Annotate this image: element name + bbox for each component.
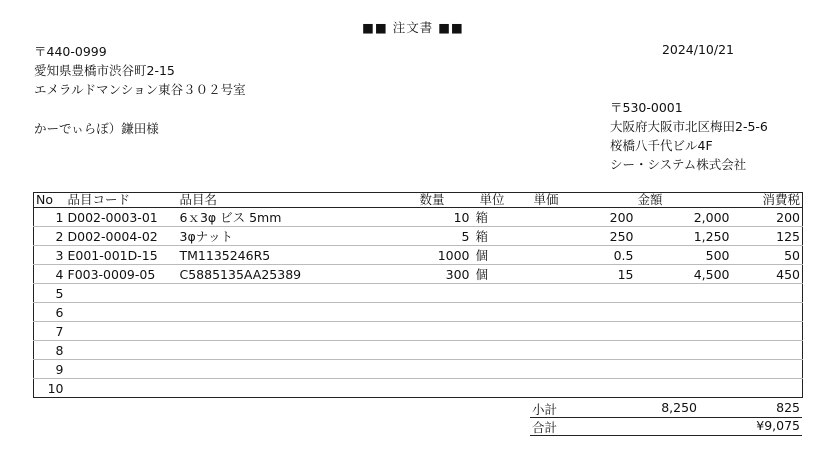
- row-no-cell: 1: [34, 208, 66, 227]
- table-row: [34, 208, 803, 227]
- amount-cell: 2,000: [636, 208, 732, 227]
- quantity-cell: 5: [418, 227, 472, 246]
- item-name-cell: [178, 322, 418, 341]
- tax-cell: 125: [732, 227, 803, 246]
- table-row: [34, 265, 803, 284]
- receiver-address1: 大阪府大阪市北区梅田2-5-6: [610, 119, 768, 134]
- row-no-cell: 8: [34, 341, 66, 360]
- item-name-cell: [178, 303, 418, 322]
- unit-cell: [472, 379, 532, 398]
- order-table: [33, 192, 803, 398]
- quantity-cell: 1000: [418, 246, 472, 265]
- quantity-cell: 300: [418, 265, 472, 284]
- item-code-cell: [66, 322, 178, 341]
- amount-cell: [636, 322, 732, 341]
- unit-cell: 個: [472, 265, 532, 284]
- amount-cell: [636, 379, 732, 398]
- item-name-cell: 3φナット: [178, 227, 418, 246]
- item-code-cell: [66, 379, 178, 398]
- unit-price-cell: 15: [532, 265, 636, 284]
- row-no-cell: 2: [34, 227, 66, 246]
- amount-cell: 1,250: [636, 227, 732, 246]
- col-unit-header: 単位: [472, 193, 532, 208]
- item-name-cell: 6ｘ3φ ビス 5mm: [178, 208, 418, 227]
- receiver-company: シー・システム株式会社: [610, 157, 747, 172]
- col-no-header: No: [34, 193, 66, 208]
- receiver-postal: 〒530-0001: [610, 100, 683, 115]
- unit-cell: [472, 303, 532, 322]
- row-no-cell: 9: [34, 360, 66, 379]
- subtotal-label: 小計: [532, 402, 558, 417]
- unit-price-cell: [532, 284, 636, 303]
- item-name-cell: C5885135AA25389: [178, 265, 418, 284]
- item-code-cell: [66, 341, 178, 360]
- amount-cell: [636, 303, 732, 322]
- row-no-cell: 6: [34, 303, 66, 322]
- subtotal-tax: 825: [776, 400, 800, 415]
- sender-postal: 〒440-0999: [34, 44, 107, 59]
- table-row: [34, 303, 803, 322]
- col-qty-header: 数量: [418, 193, 472, 208]
- col-name-header: 品目名: [178, 193, 418, 208]
- total-label: 合計: [532, 420, 558, 435]
- tax-cell: [732, 322, 803, 341]
- col-price-header: 単価: [532, 193, 636, 208]
- quantity-cell: [418, 322, 472, 341]
- col-code-header: 品目コード: [66, 193, 178, 208]
- unit-cell: 個: [472, 246, 532, 265]
- table-row: [34, 246, 803, 265]
- tax-cell: 50: [732, 246, 803, 265]
- row-no-cell: 3: [34, 246, 66, 265]
- table-row: [34, 360, 803, 379]
- item-name-cell: [178, 284, 418, 303]
- tax-cell: [732, 379, 803, 398]
- item-code-cell: E001-001D-15: [66, 246, 178, 265]
- table-row: [34, 227, 803, 246]
- row-no-cell: 5: [34, 284, 66, 303]
- tax-cell: 450: [732, 265, 803, 284]
- unit-price-cell: 200: [532, 208, 636, 227]
- tax-cell: [732, 303, 803, 322]
- quantity-cell: [418, 284, 472, 303]
- tax-cell: 200: [732, 208, 803, 227]
- quantity-cell: [418, 379, 472, 398]
- item-code-cell: [66, 360, 178, 379]
- item-code-cell: [66, 284, 178, 303]
- row-no-cell: 10: [34, 379, 66, 398]
- item-name-cell: [178, 341, 418, 360]
- total-row: [530, 417, 802, 436]
- item-code-cell: D002-0003-01: [66, 208, 178, 227]
- item-name-cell: [178, 360, 418, 379]
- row-no-cell: 7: [34, 322, 66, 341]
- unit-cell: [472, 322, 532, 341]
- sender-address1: 愛知県豊橋市渋谷町2-15: [34, 63, 175, 78]
- table-row: [34, 341, 803, 360]
- subtotal-row: [530, 399, 802, 418]
- table-row: [34, 379, 803, 398]
- order-date: 2024/10/21: [661, 42, 734, 57]
- col-amount-header: 金額: [636, 193, 732, 208]
- quantity-cell: 10: [418, 208, 472, 227]
- unit-price-cell: [532, 360, 636, 379]
- unit-price-cell: [532, 322, 636, 341]
- item-name-cell: TM1135246R5: [178, 246, 418, 265]
- quantity-cell: [418, 341, 472, 360]
- unit-cell: 箱: [472, 208, 532, 227]
- unit-cell: 箱: [472, 227, 532, 246]
- item-name-cell: [178, 379, 418, 398]
- unit-cell: [472, 360, 532, 379]
- unit-price-cell: [532, 379, 636, 398]
- document-title: ■■ 注文書 ■■: [362, 20, 464, 35]
- receiver-address2: 桜橋八千代ビル4F: [610, 138, 713, 153]
- item-code-cell: F003-0009-05: [66, 265, 178, 284]
- table-row: [34, 322, 803, 341]
- total-amount: ¥9,075: [756, 418, 800, 433]
- unit-price-cell: 0.5: [532, 246, 636, 265]
- quantity-cell: [418, 303, 472, 322]
- amount-cell: [636, 341, 732, 360]
- table-row: [34, 284, 803, 303]
- tax-cell: [732, 341, 803, 360]
- item-code-cell: D002-0004-02: [66, 227, 178, 246]
- unit-cell: [472, 284, 532, 303]
- quantity-cell: [418, 360, 472, 379]
- recipient-name: かーでぃらぼ）鎌田様: [34, 121, 159, 136]
- unit-price-cell: [532, 303, 636, 322]
- row-no-cell: 4: [34, 265, 66, 284]
- tax-cell: [732, 360, 803, 379]
- item-code-cell: [66, 303, 178, 322]
- col-tax-header: 消費税: [732, 193, 803, 208]
- unit-cell: [472, 341, 532, 360]
- amount-cell: 4,500: [636, 265, 732, 284]
- amount-cell: [636, 284, 732, 303]
- sender-address2: エメラルドマンション東谷３０２号室: [34, 82, 246, 97]
- unit-price-cell: 250: [532, 227, 636, 246]
- amount-cell: 500: [636, 246, 732, 265]
- amount-cell: [636, 360, 732, 379]
- tax-cell: [732, 284, 803, 303]
- table-header-row: [34, 193, 803, 208]
- unit-price-cell: [532, 341, 636, 360]
- subtotal-amount: 8,250: [661, 400, 697, 415]
